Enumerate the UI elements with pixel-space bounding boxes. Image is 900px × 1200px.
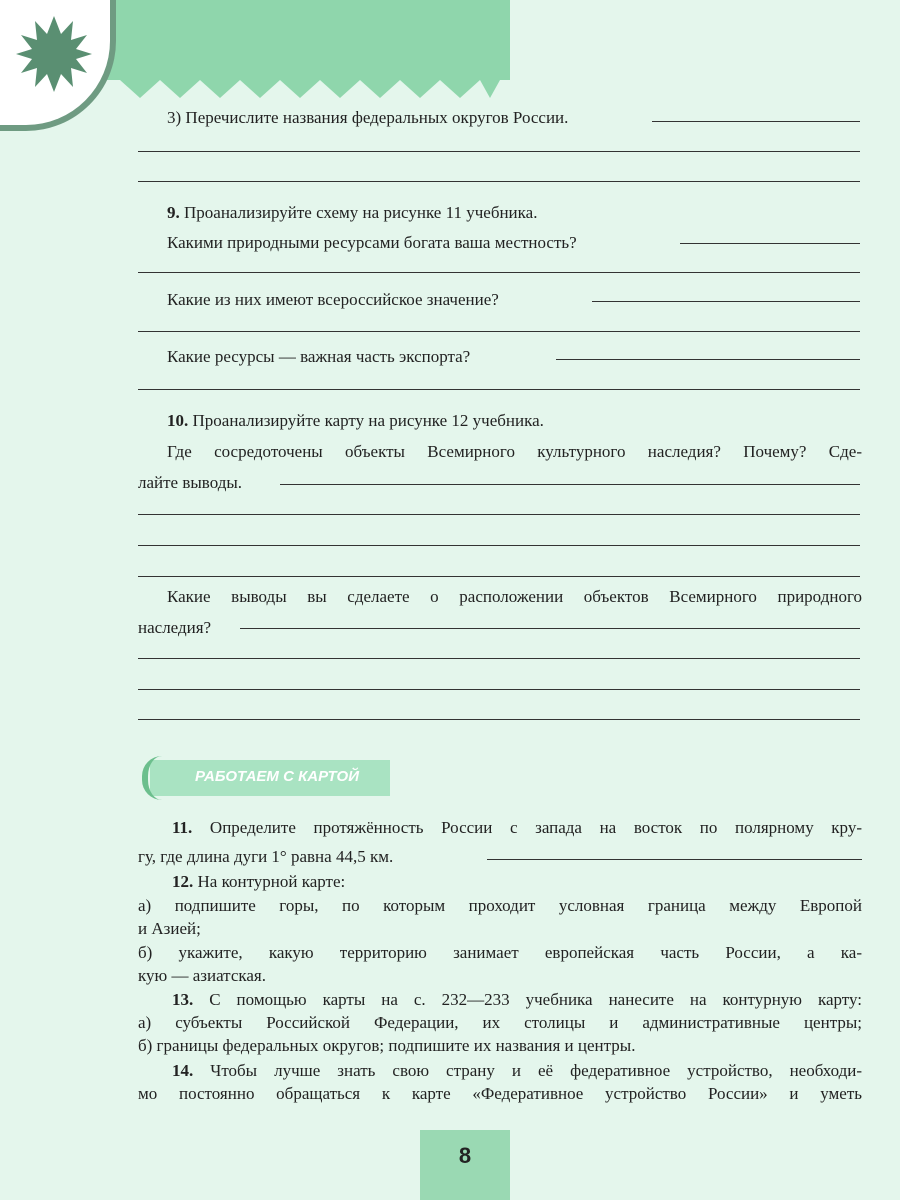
answer-line[interactable] bbox=[138, 272, 860, 273]
answer-line[interactable] bbox=[138, 181, 860, 182]
answer-line[interactable] bbox=[138, 545, 860, 546]
question-13-l3: б) границы федеральных округов; подпишите их названия и центры. bbox=[138, 1036, 636, 1055]
question-9-title: 9. Проанализируйте схему на рисунке 11 учебника. bbox=[167, 203, 538, 222]
question-9-b: Какие из них имеют всероссийское значение? bbox=[167, 290, 499, 309]
answer-line[interactable] bbox=[556, 359, 860, 360]
answer-line[interactable] bbox=[138, 689, 860, 690]
question-12-l2: а) подпишите горы, по которым проходит условная граница между Европой bbox=[138, 896, 862, 915]
answer-line[interactable] bbox=[280, 484, 860, 485]
question-12-l4: б) укажите, какую территорию занимает европейская часть России, а ка- bbox=[138, 943, 862, 962]
question-10-a2: лайте выводы. bbox=[138, 473, 243, 492]
answer-line[interactable] bbox=[680, 243, 860, 244]
star-icon bbox=[14, 14, 94, 94]
question-11-l1: 11. Определите протяжённость России с запада на восток по полярному кру- bbox=[172, 818, 862, 837]
question-14-l1: 14. Чтобы лучше знать свою страну и её федеративное устройство, необходи- bbox=[172, 1061, 863, 1080]
answer-line[interactable] bbox=[138, 389, 860, 390]
question-10-b2: наследия? bbox=[138, 618, 212, 637]
page-number: 8 bbox=[420, 1130, 510, 1200]
question-13-l1: 13. С помощью карты на с. 232—233 учебника нанесите на контурную карту: bbox=[172, 990, 863, 1009]
question-10-b1: Какие выводы вы сделаете о расположении объектов Всемирного природного bbox=[167, 587, 862, 606]
question-10-title: 10. Проанализируйте карту на рисунке 12 учебника. bbox=[167, 411, 544, 430]
question-8-3: 3) Перечислите названия федеральных округов России. bbox=[167, 108, 569, 127]
question-9-a: Какими природными ресурсами богата ваша местность? bbox=[167, 233, 577, 252]
answer-line[interactable] bbox=[487, 859, 862, 860]
question-12-l1: 12. На контурной карте: bbox=[172, 872, 346, 891]
answer-line[interactable] bbox=[138, 331, 860, 332]
answer-line[interactable] bbox=[138, 719, 860, 720]
answer-line[interactable] bbox=[652, 121, 860, 122]
answer-line[interactable] bbox=[240, 628, 860, 629]
question-12-l5: кую — азиатская. bbox=[138, 966, 266, 985]
zigzag-decoration bbox=[110, 80, 510, 100]
answer-line[interactable] bbox=[138, 576, 860, 577]
question-10-a1: Где сосредоточены объекты Всемирного культурного наследия? Почему? Сде- bbox=[167, 442, 862, 461]
section-label: РАБОТАЕМ С КАРТОЙ bbox=[150, 760, 390, 796]
answer-line[interactable] bbox=[138, 151, 860, 152]
question-9-c: Какие ресурсы — важная часть экспорта? bbox=[167, 347, 471, 366]
question-11-l2: гу, где длина дуги 1° равна 44,5 км. bbox=[138, 847, 394, 866]
answer-line[interactable] bbox=[138, 658, 860, 659]
question-12-l3: и Азией; bbox=[138, 919, 201, 938]
question-14-l2: мо постоянно обращаться к карте «Федеративное устройство России» и уметь bbox=[138, 1084, 862, 1103]
answer-line[interactable] bbox=[592, 301, 860, 302]
answer-line[interactable] bbox=[138, 514, 860, 515]
question-13-l2: а) субъекты Российской Федерации, их столицы и административные центры; bbox=[138, 1013, 862, 1032]
